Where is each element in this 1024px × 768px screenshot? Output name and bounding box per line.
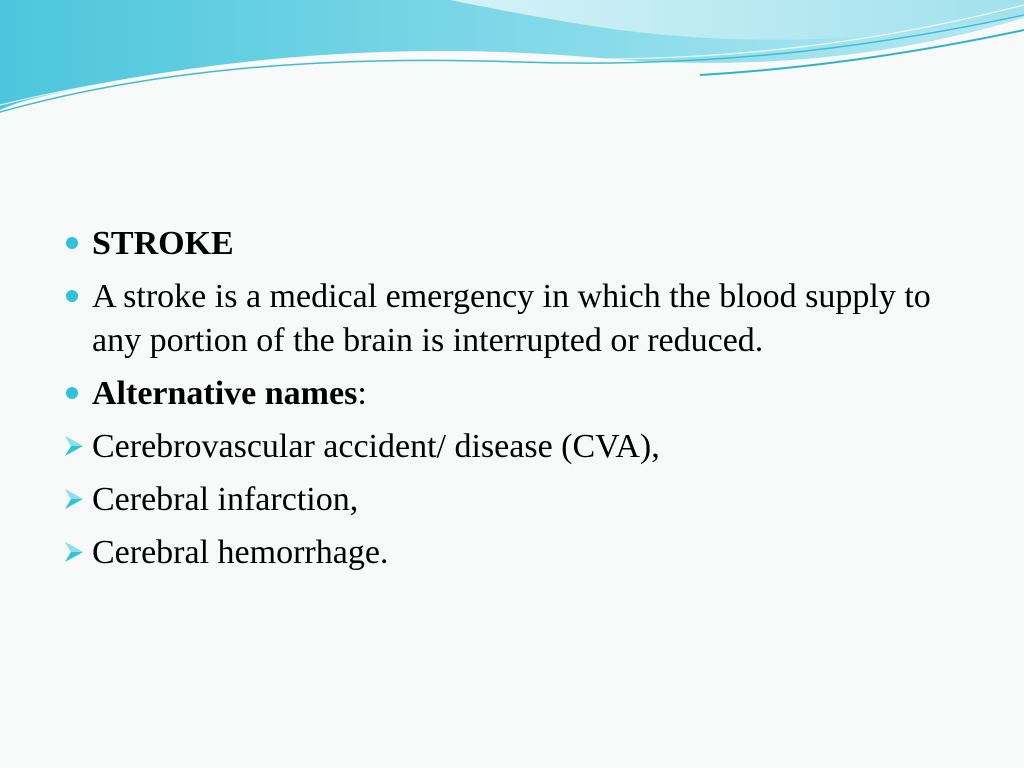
bullet-dot-icon bbox=[66, 387, 78, 399]
bullet-dot-icon bbox=[66, 237, 78, 249]
bullet-item-stroke bbox=[62, 222, 962, 266]
bullet-dot-icon bbox=[66, 290, 78, 302]
arrow-bullet-icon bbox=[62, 434, 86, 458]
sub-item-hemorrhage bbox=[62, 531, 962, 575]
arrow-bullet-icon bbox=[62, 487, 86, 511]
sub-item-text: Cerebral hemorrhage. bbox=[92, 534, 389, 571]
bullet-text: A stroke is a medical emergency in which the blood supply to any portion of the brain is interrupted or reduced. bbox=[92, 278, 931, 359]
sub-item-cva bbox=[62, 425, 962, 469]
arrow-bullet-icon bbox=[62, 540, 86, 564]
bullet-heading: STROKE bbox=[92, 225, 234, 262]
header-wave-decoration bbox=[0, 0, 1024, 130]
bullet-item-definition bbox=[62, 275, 962, 363]
sub-item-infarction bbox=[62, 478, 962, 522]
bullet-text: : bbox=[357, 375, 367, 412]
sub-item-text: Cerebrovascular accident/ disease (CVA), bbox=[92, 428, 660, 465]
bullet-item-alternative-names bbox=[62, 372, 962, 416]
sub-item-text: Cerebral infarction, bbox=[92, 481, 359, 518]
bullet-list bbox=[62, 222, 962, 584]
bullet-heading: Alternative names bbox=[92, 375, 358, 412]
